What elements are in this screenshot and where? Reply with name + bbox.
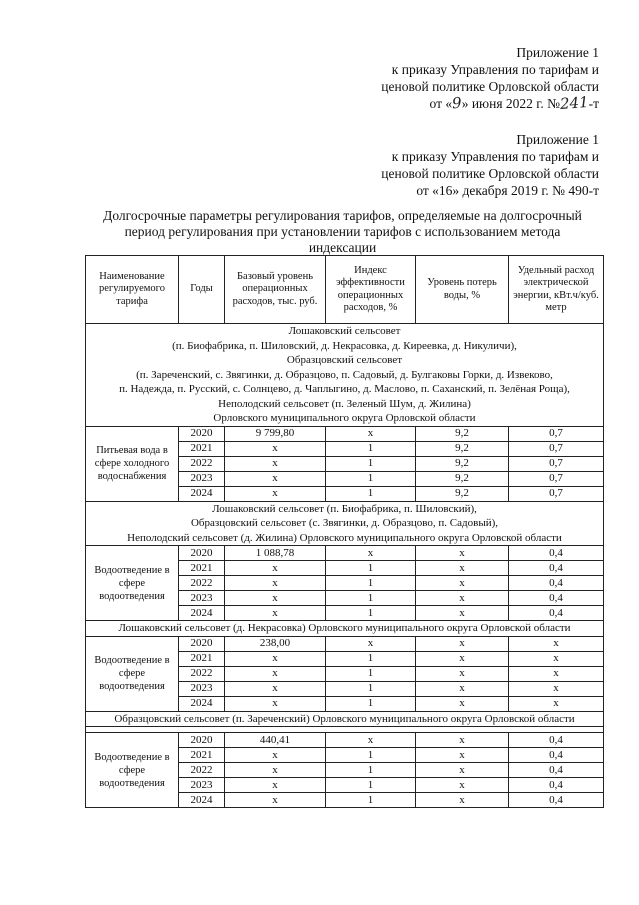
header-years: Годы (179, 256, 225, 324)
efficiency-index-cell: 1 (326, 666, 416, 681)
water-loss-cell: x (416, 606, 509, 621)
appendix-original-line4: от «16» декабря 2019 г. № 490-т (416, 183, 599, 198)
base-opex-cell: x (225, 591, 326, 606)
water-loss-cell: x (416, 636, 509, 651)
tariff-name-cell: Водоотведение в сфере водоотведения (86, 733, 179, 808)
section-heading-line: Лошаковский сельсовет (288, 325, 401, 337)
water-loss-cell: 9,2 (416, 441, 509, 456)
section-heading-line: (п. Зареченский, с. Звягинки, д. Образцово, п. Садовый, д. Булгаковы Горки, д. Извеково, (136, 368, 553, 381)
efficiency-index-cell: 1 (326, 456, 416, 471)
section-heading-line: Образцовский сельсовет (п. Зареченский) Орловского муниципального округа Орловской области (114, 712, 575, 725)
efficiency-index-cell: x (326, 733, 416, 748)
header-energy-consumption: Удельный расход электрической энергии, кВт.ч/куб. метр (509, 256, 604, 324)
energy-cell: 0,4 (509, 576, 604, 591)
water-loss-cell: 9,2 (416, 471, 509, 486)
water-loss-cell: x (416, 681, 509, 696)
appendix-current-date (381, 95, 599, 112)
tariff-name-cell: Водоотведение в сфере водоотведения (86, 636, 179, 711)
year-cell: 2021 (179, 748, 225, 763)
energy-cell: 0,7 (509, 441, 604, 456)
base-opex-cell: x (225, 696, 326, 711)
water-loss-cell: x (416, 748, 509, 763)
energy-cell: 0,7 (509, 471, 604, 486)
energy-cell: x (509, 651, 604, 666)
base-opex-cell: x (225, 793, 326, 808)
appendix-current-line1: Приложение 1 (516, 45, 599, 60)
title-line2: период регулирования при установлении тарифов с использованием метода (124, 224, 561, 239)
water-loss-cell: x (416, 793, 509, 808)
section-heading-line: (п. Биофабрика, п. Шиловский, д. Некрасовка, д. Киреевка, д. Никуличи), (172, 339, 517, 352)
base-opex-cell: x (225, 778, 326, 793)
water-loss-cell: x (416, 696, 509, 711)
efficiency-index-cell: 1 (326, 441, 416, 456)
date-prefix: от « (429, 96, 453, 111)
energy-cell: 0,4 (509, 606, 604, 621)
table-row (86, 636, 604, 651)
water-loss-cell: x (416, 778, 509, 793)
base-opex-cell: 238,00 (225, 636, 326, 651)
water-loss-cell: x (416, 591, 509, 606)
header-water-loss: Уровень потерь воды, % (416, 256, 509, 324)
section-heading-line: п. Надежда, п. Русский, с. Солнцево, д. Чаплыгино, д. Маслово, п. Саханский, п. Зелёная Роща), (119, 383, 570, 395)
efficiency-index-cell: 1 (326, 576, 416, 591)
year-cell: 2024 (179, 606, 225, 621)
base-opex-cell: x (225, 576, 326, 591)
year-cell: 2024 (179, 793, 225, 808)
efficiency-index-cell: 1 (326, 778, 416, 793)
section-heading-line: Неполодский сельсовет (п. Зеленый Шум, д. Жилина) (218, 397, 471, 410)
tariff-name-cell: Питьевая вода в сфере холодного водоснабжения (86, 426, 179, 501)
tariff-name-cell: Водоотведение в сфере водоотведения (86, 546, 179, 621)
energy-cell: 0,7 (509, 486, 604, 501)
water-loss-cell: x (416, 733, 509, 748)
title-line3: индексации (308, 240, 377, 255)
year-cell: 2022 (179, 763, 225, 778)
date-suffix: -т (588, 96, 599, 111)
year-cell: 2020 (179, 426, 225, 441)
year-cell: 2020 (179, 636, 225, 651)
table-body (86, 324, 604, 808)
base-opex-cell: x (225, 748, 326, 763)
energy-cell: 0,4 (509, 778, 604, 793)
year-cell: 2020 (179, 733, 225, 748)
efficiency-index-cell: 1 (326, 591, 416, 606)
section-heading-line: Лошаковский сельсовет (д. Некрасовка) Орловского муниципального округа Орловской области (118, 622, 571, 634)
section-heading (86, 324, 604, 427)
document-title (60, 208, 625, 256)
table-row (86, 426, 604, 441)
section-heading-line: Неполодский сельсовет (д. Жилина) Орловского муниципального округа Орловской области (127, 531, 562, 544)
appendix-original-line3: ценовой политике Орловской области (381, 166, 599, 181)
section-heading (86, 621, 604, 637)
water-loss-cell: 9,2 (416, 456, 509, 471)
section-heading-line: Образцовский сельсовет (с. Звягинки, д. Образцово, п. Садовый), (190, 517, 499, 529)
tariff-parameters-table (85, 255, 604, 808)
appendix-original-line1: Приложение 1 (516, 132, 599, 147)
energy-cell: x (509, 696, 604, 711)
year-cell: 2023 (179, 471, 225, 486)
base-opex-cell: x (225, 456, 326, 471)
base-opex-cell: 1 088,78 (225, 546, 326, 561)
table-row (86, 546, 604, 561)
base-opex-cell: x (225, 606, 326, 621)
efficiency-index-cell: 1 (326, 606, 416, 621)
header-efficiency-index: Индекс эффективности операционных расходов, % (326, 256, 416, 324)
year-cell: 2022 (179, 666, 225, 681)
water-loss-cell: x (416, 651, 509, 666)
water-loss-cell: x (416, 763, 509, 778)
efficiency-index-cell: 1 (326, 793, 416, 808)
efficiency-index-cell: 1 (326, 651, 416, 666)
section-heading-line: Орловского муниципального округа Орловской области (213, 412, 476, 424)
table-header-row (86, 256, 604, 324)
efficiency-index-cell: 1 (326, 696, 416, 711)
section-heading (86, 711, 604, 727)
appendix-current-line2: к приказу Управления по тарифам и (391, 62, 599, 77)
year-cell: 2024 (179, 696, 225, 711)
base-opex-cell: x (225, 561, 326, 576)
energy-cell: x (509, 681, 604, 696)
date-middle: » июня 2022 г. № (461, 96, 560, 111)
base-opex-cell: x (225, 651, 326, 666)
year-cell: 2022 (179, 456, 225, 471)
year-cell: 2020 (179, 546, 225, 561)
base-opex-cell: x (225, 471, 326, 486)
efficiency-index-cell: 1 (326, 681, 416, 696)
base-opex-cell: x (225, 441, 326, 456)
header-base-opex: Базовый уровень операционных расходов, тыс. руб. (225, 256, 326, 324)
base-opex-cell: x (225, 666, 326, 681)
energy-cell: 0,4 (509, 793, 604, 808)
energy-cell: x (509, 666, 604, 681)
efficiency-index-cell: 1 (326, 763, 416, 778)
base-opex-cell: x (225, 681, 326, 696)
section-heading-row (86, 501, 604, 546)
appendix-original (381, 131, 599, 199)
energy-cell: x (509, 636, 604, 651)
energy-cell: 0,7 (509, 456, 604, 471)
year-cell: 2022 (179, 576, 225, 591)
year-cell: 2021 (179, 651, 225, 666)
energy-cell: 0,7 (509, 426, 604, 441)
year-cell: 2023 (179, 681, 225, 696)
section-heading-row (86, 324, 604, 427)
year-cell: 2023 (179, 591, 225, 606)
section-heading (86, 501, 604, 546)
handwritten-number: 241 (559, 93, 590, 113)
appendix-current (381, 44, 599, 112)
water-loss-cell: x (416, 576, 509, 591)
year-cell: 2023 (179, 778, 225, 793)
section-heading-line: Лошаковский сельсовет (п. Биофабрика, п. Шиловский), (212, 502, 477, 515)
base-opex-cell: 440,41 (225, 733, 326, 748)
water-loss-cell: x (416, 666, 509, 681)
efficiency-index-cell: 1 (326, 486, 416, 501)
section-heading-row (86, 621, 604, 637)
year-cell: 2021 (179, 441, 225, 456)
header-tariff-name: Наименование регулируемого тарифа (86, 256, 179, 324)
efficiency-index-cell: x (326, 636, 416, 651)
year-cell: 2021 (179, 561, 225, 576)
base-opex-cell: x (225, 763, 326, 778)
appendix-original-line2: к приказу Управления по тарифам и (391, 149, 599, 164)
section-heading-line: Образцовский сельсовет (286, 354, 403, 366)
efficiency-index-cell: x (326, 546, 416, 561)
water-loss-cell: 9,2 (416, 426, 509, 441)
section-heading-row (86, 711, 604, 727)
water-loss-cell: 9,2 (416, 486, 509, 501)
energy-cell: 0,4 (509, 561, 604, 576)
energy-cell: 0,4 (509, 763, 604, 778)
title-line1: Долгосрочные параметры регулирования тарифов, определяемые на долгосрочный (103, 208, 582, 223)
year-cell: 2024 (179, 486, 225, 501)
energy-cell: 0,4 (509, 546, 604, 561)
table-row (86, 733, 604, 748)
energy-cell: 0,4 (509, 733, 604, 748)
base-opex-cell: x (225, 486, 326, 501)
efficiency-index-cell: x (326, 426, 416, 441)
energy-cell: 0,4 (509, 748, 604, 763)
water-loss-cell: x (416, 561, 509, 576)
base-opex-cell: 9 799,80 (225, 426, 326, 441)
appendix-current-line3: ценовой политике Орловской области (381, 79, 599, 94)
efficiency-index-cell: 1 (326, 561, 416, 576)
energy-cell: 0,4 (509, 591, 604, 606)
efficiency-index-cell: 1 (326, 471, 416, 486)
handwritten-day: 9 (451, 93, 463, 113)
efficiency-index-cell: 1 (326, 748, 416, 763)
water-loss-cell: x (416, 546, 509, 561)
